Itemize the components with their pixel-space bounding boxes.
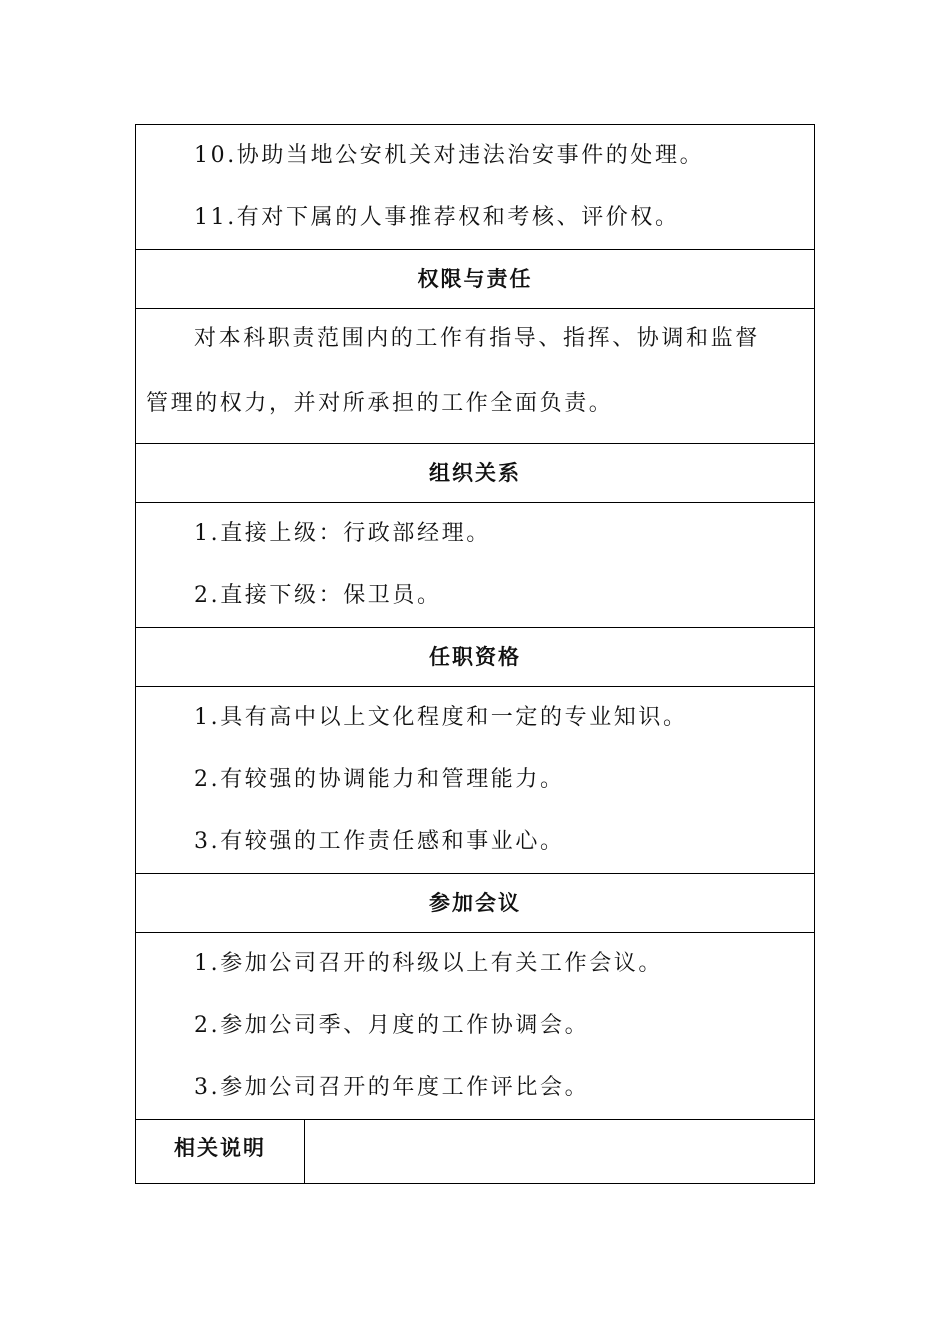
- authority-heading: 权限与责任: [136, 249, 814, 308]
- meetings-heading: 参加会议: [136, 873, 814, 932]
- duty-item-10: 10.协助当地公安机关对违法治安事件的处理。: [194, 143, 705, 168]
- notes-value: [305, 1120, 814, 1183]
- duties-section: [136, 125, 814, 249]
- meeting-item: 2.参加公司季、月度的工作协调会。: [194, 1013, 590, 1038]
- notes-label: 相关说明: [136, 1120, 305, 1183]
- meeting-item: 1.参加公司召开的科级以上有关工作会议。: [194, 951, 663, 976]
- qualifications-section: [136, 686, 814, 873]
- duty-item-11: 11.有对下属的人事推荐权和考核、评价权。: [194, 205, 680, 230]
- authority-text-line2: 管理的权力，并对所承担的工作全面负责。: [146, 391, 614, 416]
- organization-heading: 组织关系: [136, 443, 814, 502]
- qualification-item: 1.具有高中以上文化程度和一定的专业知识。: [194, 705, 688, 730]
- qualification-item: 2.有较强的协调能力和管理能力。: [194, 767, 565, 792]
- meetings-section: [136, 932, 814, 1119]
- job-description-table: [135, 124, 815, 1184]
- notes-row: [136, 1119, 814, 1183]
- org-item: 1.直接上级：行政部经理。: [194, 521, 491, 546]
- meeting-item: 3.参加公司召开的年度工作评比会。: [194, 1075, 590, 1100]
- authority-text-line1: 对本科职责范围内的工作有指导、指挥、协调和监督: [194, 326, 760, 351]
- qualification-item: 3.有较强的工作责任感和事业心。: [194, 829, 565, 854]
- authority-section: [136, 308, 814, 443]
- org-item: 2.直接下级：保卫员。: [194, 583, 442, 608]
- qualifications-heading: 任职资格: [136, 627, 814, 686]
- organization-section: [136, 502, 814, 627]
